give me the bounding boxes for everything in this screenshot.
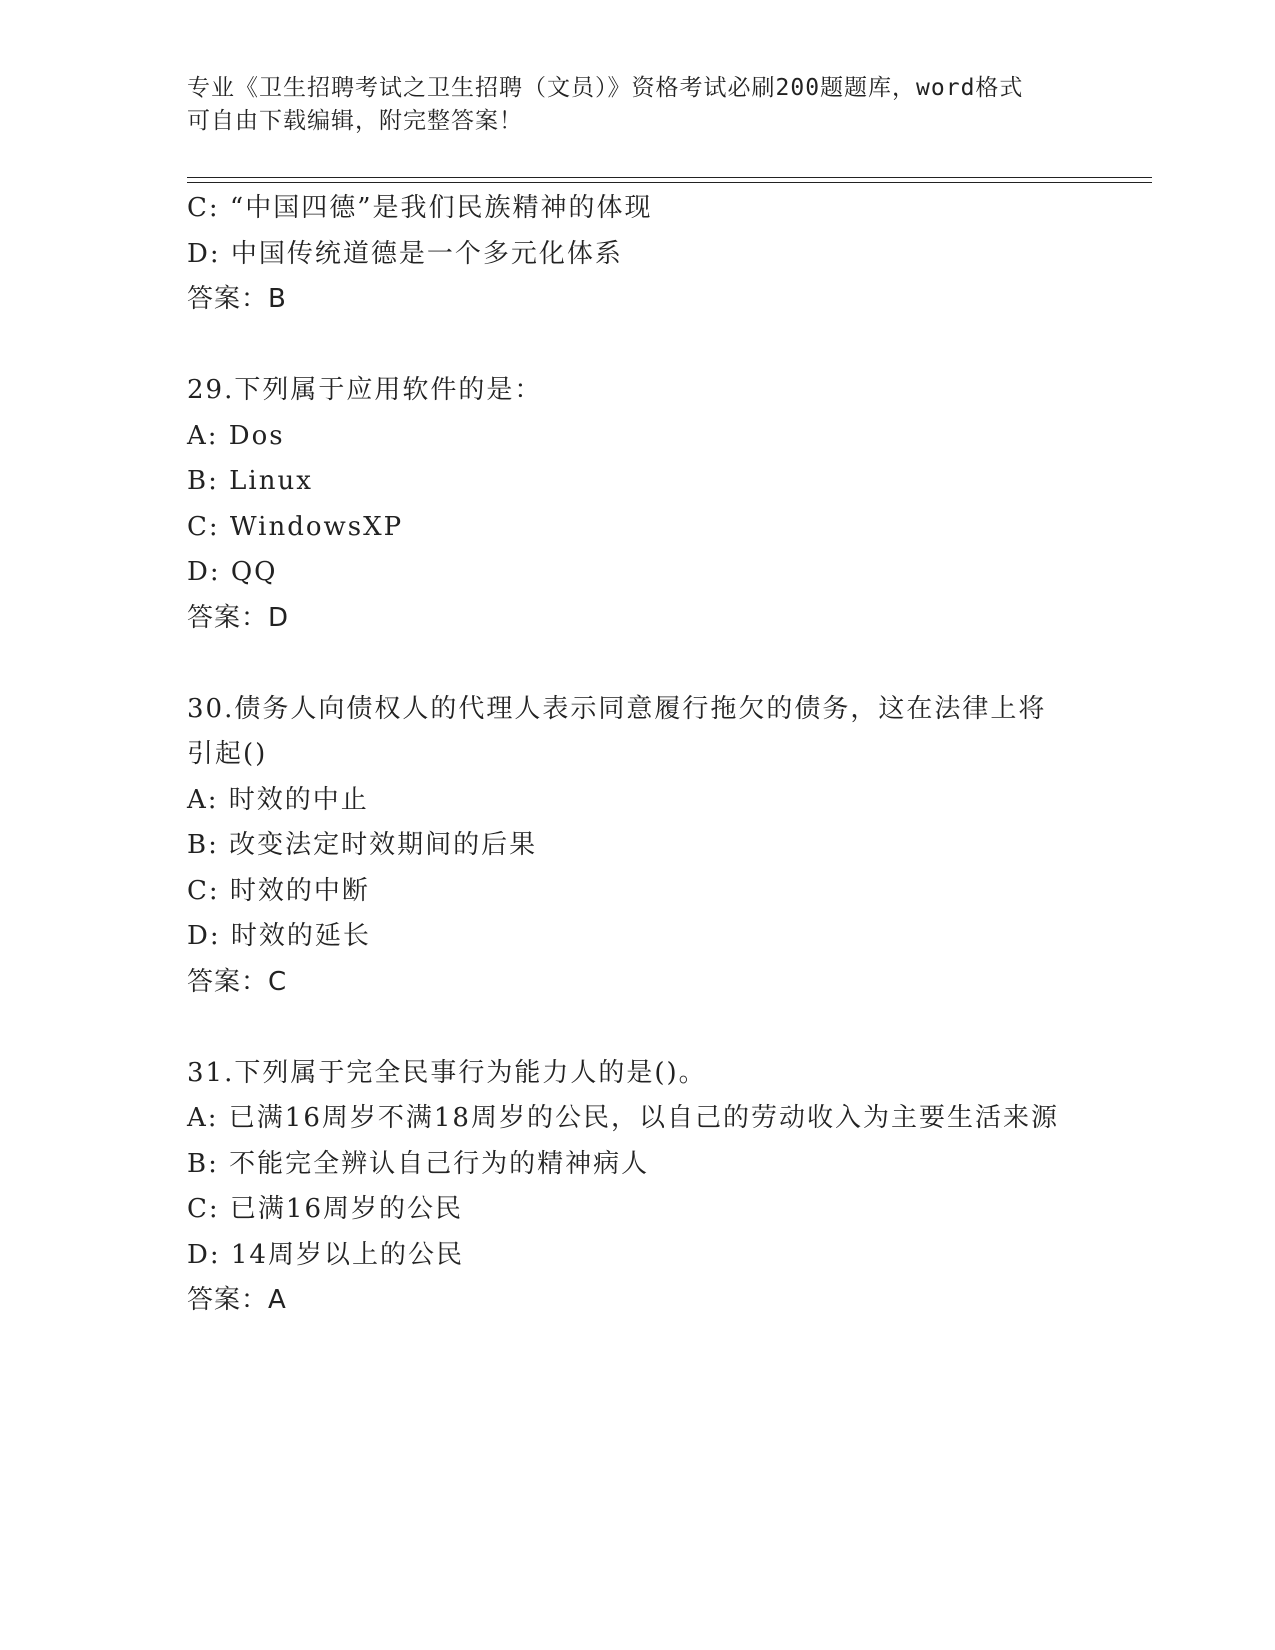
question-31 <box>187 1051 1087 1324</box>
option-b: B: Linux <box>187 466 313 496</box>
option-d: D: 中国传统道德是一个多元化体系 <box>187 238 623 269</box>
option-d: D: QQ <box>187 557 278 587</box>
question-30 <box>187 687 1087 1006</box>
answer-line: 答案：C <box>187 966 288 997</box>
option-c: C: WindowsXP <box>187 511 404 542</box>
answer-line: 答案：D <box>187 602 290 633</box>
spacer <box>187 323 1087 369</box>
spacer <box>187 1005 1087 1051</box>
option-a: A: Dos <box>187 420 285 451</box>
header-line-1: 专业《卫生招聘考试之卫生招聘（文员）》资格考试必刷200题题库，word格式 <box>187 75 1024 101</box>
option-d: D: 时效的延长 <box>187 921 371 951</box>
option-b: B: 改变法定时效期间的后果 <box>187 830 538 860</box>
question-stem: 31.下列属于完全民事行为能力人的是()。 <box>187 1057 707 1088</box>
option-b: B: 不能完全辨认自己行为的精神病人 <box>187 1148 650 1179</box>
option-c: C: 时效的中断 <box>187 875 370 906</box>
option-d: D: 14周岁以上的公民 <box>187 1239 464 1270</box>
question-stem: 29.下列属于应用软件的是： <box>187 375 543 405</box>
option-a: A: 已满16周岁不满18周岁的公民，以自己的劳动收入为主要生活来源 <box>187 1103 1059 1133</box>
header-divider <box>187 177 1152 183</box>
question-stem: 30.债务人向债权人的代理人表示同意履行拖欠的债务，这在法律上将引起() <box>187 693 1047 769</box>
header-line-2: 可自由下载编辑，附完整答案！ <box>187 108 523 134</box>
option-c: C: “中国四德”是我们民族精神的体现 <box>187 193 653 223</box>
document-header <box>187 72 1067 138</box>
option-c: C: 已满16周岁的公民 <box>187 1194 464 1224</box>
question-28-fragment <box>187 186 1087 323</box>
question-list <box>187 186 1087 1324</box>
question-29 <box>187 368 1087 641</box>
spacer <box>187 641 1087 687</box>
answer-line: 答案：B <box>187 284 287 314</box>
answer-line: 答案：A <box>187 1285 287 1315</box>
option-a: A: 时效的中止 <box>187 784 369 815</box>
